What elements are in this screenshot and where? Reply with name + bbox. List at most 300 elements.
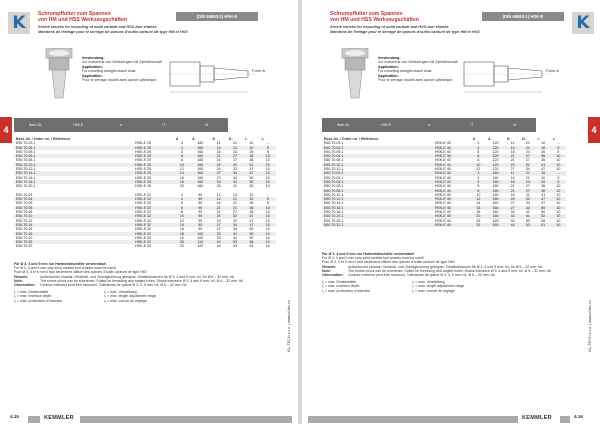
- obs-text-right: Contour extérieur peut être raccourci. Tolérances de queue Ø 3, 4, 5 mm: h4, Ø 6 – 32 mm: h6.: [348, 273, 496, 278]
- table-cell: 160: [486, 206, 505, 210]
- column-header: A: [487, 137, 491, 141]
- table-cell: 32: [520, 197, 535, 201]
- table-cell: 44: [510, 218, 515, 223]
- title-line-2: von HM und HSS Werkzeugschäften: [38, 17, 127, 24]
- table-cell: HSK-E 40: [433, 146, 471, 150]
- table-cell: 18: [174, 232, 190, 236]
- table-cell: 13: [233, 192, 238, 197]
- table-cell: 8: [180, 158, 183, 163]
- table-cell: HSK-E 32: [135, 210, 151, 215]
- column-header: Best.-Nr. / Order no. / Référence: [324, 137, 379, 141]
- table-cell: HSK-E 25: [133, 163, 174, 167]
- table-cell: –: [551, 171, 566, 175]
- usage-en-text: For mounting straight-shank tools.: [82, 69, 137, 74]
- footer-brand-right: KEMMLER: [522, 415, 552, 421]
- side-text-left: KL-TECH s.r.o. | www.kl-tec.cz: [287, 300, 291, 352]
- table-cell: HSK-E 40: [433, 189, 471, 193]
- table-cell: 100: [190, 232, 210, 236]
- table-cell: 18: [476, 210, 481, 215]
- table-cell: 5: [471, 180, 486, 184]
- technical-drawing-right: [462, 50, 562, 100]
- note-intro-de: Für Ø 3, 4 und 5 mm nur Hartmetallschäfte verwendbar!: [14, 262, 107, 266]
- table-cell: 10: [556, 192, 561, 197]
- table-cell: 10: [476, 192, 481, 197]
- table-cell: 14: [510, 175, 515, 180]
- table-cell: 26: [249, 201, 254, 206]
- table-cell: HSK-E 40: [434, 158, 451, 163]
- table-cell: HSK-E 40: [433, 197, 471, 201]
- table-cell: 47: [249, 167, 254, 172]
- right-footer: [302, 413, 600, 424]
- table-cell: E50.70.03.1: [16, 141, 36, 146]
- table-cell: 110: [190, 240, 210, 244]
- table-cell: 32: [233, 218, 238, 223]
- table-cell: 27: [520, 189, 535, 193]
- note-intro-fr-right: Pour Ø 3, 4 et 5 mm il faut seulement utiliser des queues d'outils carbure de type HM!: [322, 260, 455, 265]
- table-cell: 21: [210, 206, 226, 210]
- table-cell: 5: [557, 149, 560, 154]
- table-cell: E60.70.20.1: [322, 214, 433, 218]
- section-tab-left: 4: [0, 117, 12, 143]
- table-cell: E60.70.32.1: [322, 223, 433, 227]
- table-cell: 10: [265, 175, 270, 180]
- table-cell: 32: [179, 244, 184, 249]
- table-cell: 160: [486, 189, 505, 193]
- table-cell: 5: [557, 175, 560, 180]
- right-page-number: 4.16: [574, 414, 583, 419]
- table-cell: 52: [536, 214, 551, 218]
- note-intro-fr: Pour Ø 3, 4 et 5 mm il faut seulement utiliser des queues d'outils carbure de type HM!: [14, 270, 147, 275]
- table-cell: E50.70.18: [14, 232, 133, 236]
- table-cell: 24: [216, 167, 221, 172]
- table-cell: 16: [471, 206, 486, 210]
- chuck-photo-icon: [40, 48, 80, 100]
- table-cell: 11: [510, 141, 515, 146]
- table-cell: HSK-E 32: [135, 201, 151, 206]
- table-cell: 10: [551, 206, 566, 210]
- title-line-1-right: Schrumpffutter zum Spannen: [330, 11, 403, 17]
- table-cell: 33: [510, 210, 515, 215]
- table-cell: HSK-E 25: [135, 175, 151, 180]
- table-cell: 33: [216, 235, 221, 240]
- table-cell: E50.70.20.1: [16, 184, 36, 189]
- table-cell: 10: [541, 175, 546, 180]
- table-cell: 24: [233, 149, 238, 154]
- kemmler-logo: K: [8, 12, 30, 34]
- chuck-photo-icon-right: [336, 48, 376, 100]
- table-cell: 160: [486, 214, 505, 218]
- right-notes: [322, 252, 566, 293]
- table-cell: 10: [265, 158, 270, 163]
- table-cell: 10: [265, 184, 270, 189]
- table-cell: 21: [525, 175, 530, 180]
- table-cell: 12: [476, 167, 481, 172]
- table-cell: 52: [249, 235, 254, 240]
- table-cell: 10: [260, 180, 276, 184]
- table-cell: HSK-E 40: [433, 206, 471, 210]
- subtitle-fr-right: Mandrins de frettage pour le serrage de queues d'outils carbure de type HM et HSS: [330, 29, 480, 34]
- header-it: IT: [162, 123, 166, 127]
- header-hsk: HSK-E: [73, 123, 84, 127]
- column-header: D: [212, 137, 216, 141]
- table-cell: 34: [233, 175, 238, 180]
- table-cell: E50.70.06: [14, 206, 133, 210]
- table-cell: 5: [260, 197, 276, 201]
- table-cell: 160: [486, 180, 505, 184]
- table-cell: 20: [179, 184, 184, 189]
- table-cell: 8: [477, 158, 480, 163]
- header-order-no-right: Best.-Nr.: [337, 123, 350, 127]
- usage-en-label: Application:: [82, 64, 103, 69]
- column-header: d: [175, 137, 178, 141]
- usage-block: [82, 56, 163, 82]
- table-cell: HSK-E 32: [135, 227, 151, 232]
- table-cell: 47: [536, 197, 551, 201]
- section-tab-right: 4: [588, 117, 600, 143]
- table-cell: 50: [536, 206, 551, 210]
- table-cell: 10: [260, 171, 276, 175]
- table-cell: 3: [180, 141, 183, 146]
- table-cell: 10: [471, 163, 486, 167]
- table-cell: 3: [180, 192, 183, 197]
- table-cell: 5: [180, 149, 183, 154]
- table-cell: 5: [551, 146, 566, 150]
- table-cell: 90: [198, 192, 203, 197]
- legend-5: l₁ = max. profondeur d'insertion: [14, 298, 63, 303]
- table-cell: 120: [492, 149, 499, 154]
- page-title: [38, 11, 127, 23]
- table-cell: 6: [174, 206, 190, 210]
- table-row: [14, 244, 276, 248]
- table-cell: 41: [541, 192, 546, 197]
- table-cell: 4: [174, 197, 190, 201]
- table-cell: 11: [216, 141, 221, 146]
- table-cell: 50: [243, 232, 259, 236]
- hinweis-text: Außenkontur kürzbar, Gewinde- und Schrägbohrung geeignet. Schaftoleranzen für Ø 3, 4 und 5 mm: h4, für Ø 6 – 32 mm: h6.: [40, 274, 235, 279]
- table-cell: E60.70.05.1: [324, 149, 344, 154]
- table-cell: 53: [525, 218, 530, 223]
- table-cell: 34: [525, 167, 530, 172]
- table-cell: 5: [551, 180, 566, 184]
- footer-bar-long: [80, 416, 292, 423]
- table-cell: E60.70.16.1: [322, 206, 433, 210]
- table-cell: HSK-E 25: [135, 141, 151, 146]
- subtitle-en-right: Shrink chucks for mounting of solid carbide and HSS-tool shanks: [330, 25, 449, 29]
- legend-3-right: l₁ = max. insertion depth: [322, 284, 360, 289]
- obs-text: Contour extérieur peut être raccourci. Tolérances de queue Ø 3, 4, 5 mm: h4, Ø 6 – 32 mm: h6.: [40, 283, 188, 288]
- right-data-table: [322, 137, 566, 227]
- table-cell: E50.70.10: [14, 214, 133, 218]
- table-cell: 10: [260, 240, 276, 244]
- table-cell: 10: [260, 214, 276, 218]
- table-cell: 16: [510, 149, 515, 154]
- table-cell: 44: [216, 244, 221, 249]
- table-cell: 14: [210, 197, 226, 201]
- table-cell: 10: [265, 167, 270, 172]
- usage-en-text-right: For mounting straight-shank tools.: [378, 69, 433, 74]
- table-cell: E60.70.18.1: [324, 210, 344, 215]
- table-cell: 10: [265, 210, 270, 215]
- table-cell: 41: [243, 214, 259, 218]
- table-cell: HSK-E 40: [434, 218, 451, 223]
- footer-bar: [28, 416, 40, 423]
- table-cell: E50.70.03: [16, 192, 33, 197]
- table-cell: –: [266, 141, 269, 146]
- column-header: l₂: [552, 137, 556, 141]
- table-cell: 21: [505, 154, 520, 158]
- right-page: [302, 0, 600, 424]
- table-cell: 90: [198, 210, 203, 215]
- table-cell: 41: [233, 184, 238, 189]
- table-cell: 160: [197, 167, 204, 172]
- table-cell: 41: [525, 210, 530, 215]
- table-cell: 58: [243, 240, 259, 244]
- table-cell: E50.70.05.1: [16, 149, 36, 154]
- table-cell: 25: [174, 240, 190, 244]
- table-cell: 21: [233, 141, 238, 146]
- table-cell: E50.70.04: [14, 197, 133, 201]
- table-cell: 24: [216, 218, 221, 223]
- left-notes: [14, 262, 274, 303]
- table-cell: HSK-E 40: [434, 175, 451, 180]
- legend-4-right: l₂ = max. length adjustment range: [412, 284, 465, 289]
- title-line-2-right: von HM und HSS Werkzeugschäften: [330, 17, 419, 24]
- din-badge: (DIN 69893-1) HSK-E: [176, 12, 258, 21]
- kemmler-logo-right: K: [572, 12, 594, 34]
- table-cell: E60.70.12.1: [324, 167, 344, 172]
- table-cell: 33: [210, 232, 226, 236]
- table-cell: E60.70.06.1: [322, 154, 433, 158]
- table-cell: 16: [179, 227, 184, 232]
- table-cell: 10: [265, 227, 270, 232]
- header-d-right: d: [428, 123, 430, 127]
- din-badge-right: (DIN 69893-1) HSK-E: [482, 12, 564, 21]
- table-cell: 31: [520, 163, 535, 167]
- table-cell: 50: [541, 210, 546, 215]
- table-cell: 12: [471, 197, 486, 201]
- table-cell: 47: [249, 218, 254, 223]
- table-cell: 32: [471, 223, 486, 227]
- table-cell: 27: [510, 167, 515, 172]
- table-header-bar-right: [322, 118, 536, 132]
- table-cell: 50: [249, 227, 254, 232]
- table-cell: 27: [227, 154, 244, 158]
- table-cell: 160: [486, 197, 505, 201]
- table-cell: 10: [541, 141, 546, 146]
- table-cell: 10: [249, 192, 254, 197]
- table-cell: E60.70.03.1: [324, 141, 344, 146]
- table-cell: 10: [556, 201, 561, 206]
- subtitle-right: [330, 25, 560, 34]
- table-cell: 10: [249, 141, 254, 146]
- table-cell: 100: [197, 235, 204, 240]
- table-cell: 27: [525, 184, 530, 189]
- table-cell: 10: [243, 146, 259, 150]
- table-cell: 14: [476, 201, 481, 206]
- table-cell: 12: [179, 167, 184, 172]
- table-cell: 120: [492, 141, 499, 146]
- drawing-label-right: Form A: [546, 68, 559, 73]
- table-cell: E60.70.05.1: [322, 180, 433, 184]
- table-cell: 120: [492, 158, 499, 163]
- table-cell: 10: [556, 210, 561, 215]
- table-cell: HSK-E 40: [434, 184, 451, 189]
- table-cell: 120: [492, 167, 499, 172]
- table-cell: 4: [471, 146, 486, 150]
- table-cell: 21: [525, 141, 530, 146]
- table-cell: HSK-E 40: [433, 214, 471, 218]
- table-cell: 160: [486, 223, 505, 227]
- column-header: D: [506, 137, 510, 141]
- page-title-right: [330, 11, 419, 23]
- table-cell: HSK-E 40: [433, 223, 471, 227]
- usage-de-label: Verwendung:: [82, 56, 105, 60]
- usage-en-label-right: Application:: [378, 64, 399, 69]
- table-cell: E50.70.14: [14, 223, 133, 227]
- header-hsk-right: HSK-E: [381, 123, 392, 127]
- column-header: l₁: [537, 137, 541, 141]
- table-cell: 10: [260, 206, 276, 210]
- table-cell: 8: [180, 210, 183, 215]
- table-cell: 5: [477, 149, 480, 154]
- note-text: The shrink chuck can be shortened. Suited for threading and angled holes. Shank tolerance Ø 3, 4 and 5 mm: h4, Ø 6 – 32 mm: h6.: [40, 278, 244, 283]
- table-cell: 16: [179, 175, 184, 180]
- table-cell: HSK-E 32: [133, 206, 174, 210]
- left-footer: [0, 413, 298, 424]
- table-cell: 120: [486, 146, 505, 150]
- table-cell: 31: [525, 192, 530, 197]
- table-cell: 10: [551, 154, 566, 158]
- table-cell: 24: [520, 180, 535, 184]
- table-cell: E60.70.04.1: [324, 175, 344, 180]
- subtitle-fr: Mandrins de frettage pour le serrage de queues d'outils carbure de type HM et HSS: [38, 29, 188, 34]
- table-cell: 31: [227, 163, 244, 167]
- table-cell: 90: [190, 197, 210, 201]
- table-cell: 12: [179, 218, 184, 223]
- column-header: Best.-Nr. / Order no. / Référence: [16, 137, 71, 141]
- table-cell: 14: [210, 146, 226, 150]
- usage-fr-text: Pour le serrage d'outils avec queue cylindrique.: [82, 78, 158, 83]
- table-cell: 24: [210, 214, 226, 218]
- table-cell: HSK-E 32: [135, 218, 151, 223]
- note-intro-de-right: Für Ø 3, 4 und 5 mm nur Hartmetallschäfte verwendbar!: [322, 252, 415, 256]
- table-cell: 36: [541, 158, 546, 163]
- table-cell: 160: [190, 171, 210, 175]
- table-cell: HSK-E 40: [434, 141, 451, 146]
- table-cell: 41: [233, 235, 238, 240]
- table-cell: 14: [505, 146, 520, 150]
- usage-de-text-right: Zur Aufnahme von Werkzeugen mit Zylinderschaft.: [378, 60, 459, 65]
- table-cell: 3: [471, 171, 486, 175]
- table-cell: 10: [551, 214, 566, 218]
- table-cell: 21: [210, 154, 226, 158]
- footer-bar-right: [560, 416, 570, 423]
- table-cell: HSK-E 40: [433, 171, 471, 175]
- table-cell: E50.70.10.1: [14, 163, 133, 167]
- table-cell: 16: [505, 180, 520, 184]
- legend-1-right: l₁ = max. Einstecktiefe: [322, 280, 357, 285]
- table-cell: E60.70.10.1: [322, 163, 433, 167]
- table-cell: HSK-E 32: [133, 240, 174, 244]
- table-cell: 44: [505, 223, 520, 227]
- table-cell: E50.70.25: [14, 240, 133, 244]
- technical-drawing: [168, 50, 268, 100]
- table-cell: E50.70.06.1: [14, 154, 133, 158]
- table-cell: 24: [510, 192, 515, 197]
- column-header: D₁: [522, 137, 527, 141]
- table-cell: E60.70.12.1: [322, 197, 433, 201]
- header-it-right: IT: [470, 123, 474, 127]
- table-cell: HSK-E 32: [133, 214, 174, 218]
- hinweis-label-right: Hinweis:: [322, 264, 337, 269]
- table-cell: 4: [174, 146, 190, 150]
- left-page-number: 4.15: [10, 414, 19, 419]
- table-cell: 20: [179, 235, 184, 240]
- note-label-right: Note:: [322, 268, 331, 273]
- table-cell: 90: [198, 218, 203, 223]
- obs-label-right: Observation:: [322, 273, 344, 278]
- table-cell: 41: [227, 232, 244, 236]
- table-cell: 36: [536, 154, 551, 158]
- table-cell: 26: [249, 149, 254, 154]
- table-cell: 21: [233, 201, 238, 206]
- table-header-bar: [14, 118, 228, 132]
- table-cell: HSK-E 32: [133, 197, 174, 201]
- table-cell: 53: [227, 240, 244, 244]
- table-cell: 21: [216, 158, 221, 163]
- hinweis-text-right: Außenkontur kürzbar, Gewinde- und Schrägbohrung geeignet. Schaftoleranzen für Ø 3, 4 und 5 mm: h4, für Ø 6 – 32 mm: h6.: [348, 264, 543, 269]
- table-cell: 90: [198, 201, 203, 206]
- table-cell: 36: [249, 158, 254, 163]
- table-cell: 24: [525, 149, 530, 154]
- table-cell: 160: [486, 171, 505, 175]
- table-cell: 10: [174, 214, 190, 218]
- table-cell: 10: [556, 184, 561, 189]
- table-cell: 26: [536, 180, 551, 184]
- table-cell: HSK-E 32: [133, 223, 174, 227]
- table-cell: 10: [260, 163, 276, 167]
- table-cell: 4: [477, 175, 480, 180]
- table-cell: 10: [536, 146, 551, 150]
- table-cell: 41: [520, 214, 535, 218]
- table-cell: 90: [190, 223, 210, 227]
- table-cell: 47: [541, 201, 546, 206]
- table-cell: 6: [174, 154, 190, 158]
- table-cell: HSK-E 40: [434, 192, 451, 197]
- table-cell: E60.70.06.1: [324, 184, 344, 189]
- table-cell: 160: [492, 184, 499, 189]
- table-row: [322, 223, 566, 227]
- table-cell: 27: [525, 158, 530, 163]
- table-cell: 10: [260, 232, 276, 236]
- table-cell: 61: [249, 244, 254, 249]
- table-cell: 10: [556, 158, 561, 163]
- usage-fr-label: Application:: [82, 73, 103, 78]
- table-cell: 5: [180, 201, 183, 206]
- table-cell: 160: [197, 141, 204, 146]
- table-cell: 14: [174, 223, 190, 227]
- table-cell: E50.70.14.1: [14, 171, 133, 175]
- table-cell: 160: [190, 180, 210, 184]
- table-cell: 16: [216, 201, 221, 206]
- column-header: d: [472, 137, 475, 141]
- table-cell: 6: [471, 154, 486, 158]
- table-cell: 160: [492, 201, 499, 206]
- table-cell: HSK-E 40: [434, 201, 451, 206]
- legend-3: l₁ = max. insertion depth: [14, 294, 52, 299]
- table-cell: HSK-E 40: [434, 149, 451, 154]
- table-cell: 120: [486, 154, 505, 158]
